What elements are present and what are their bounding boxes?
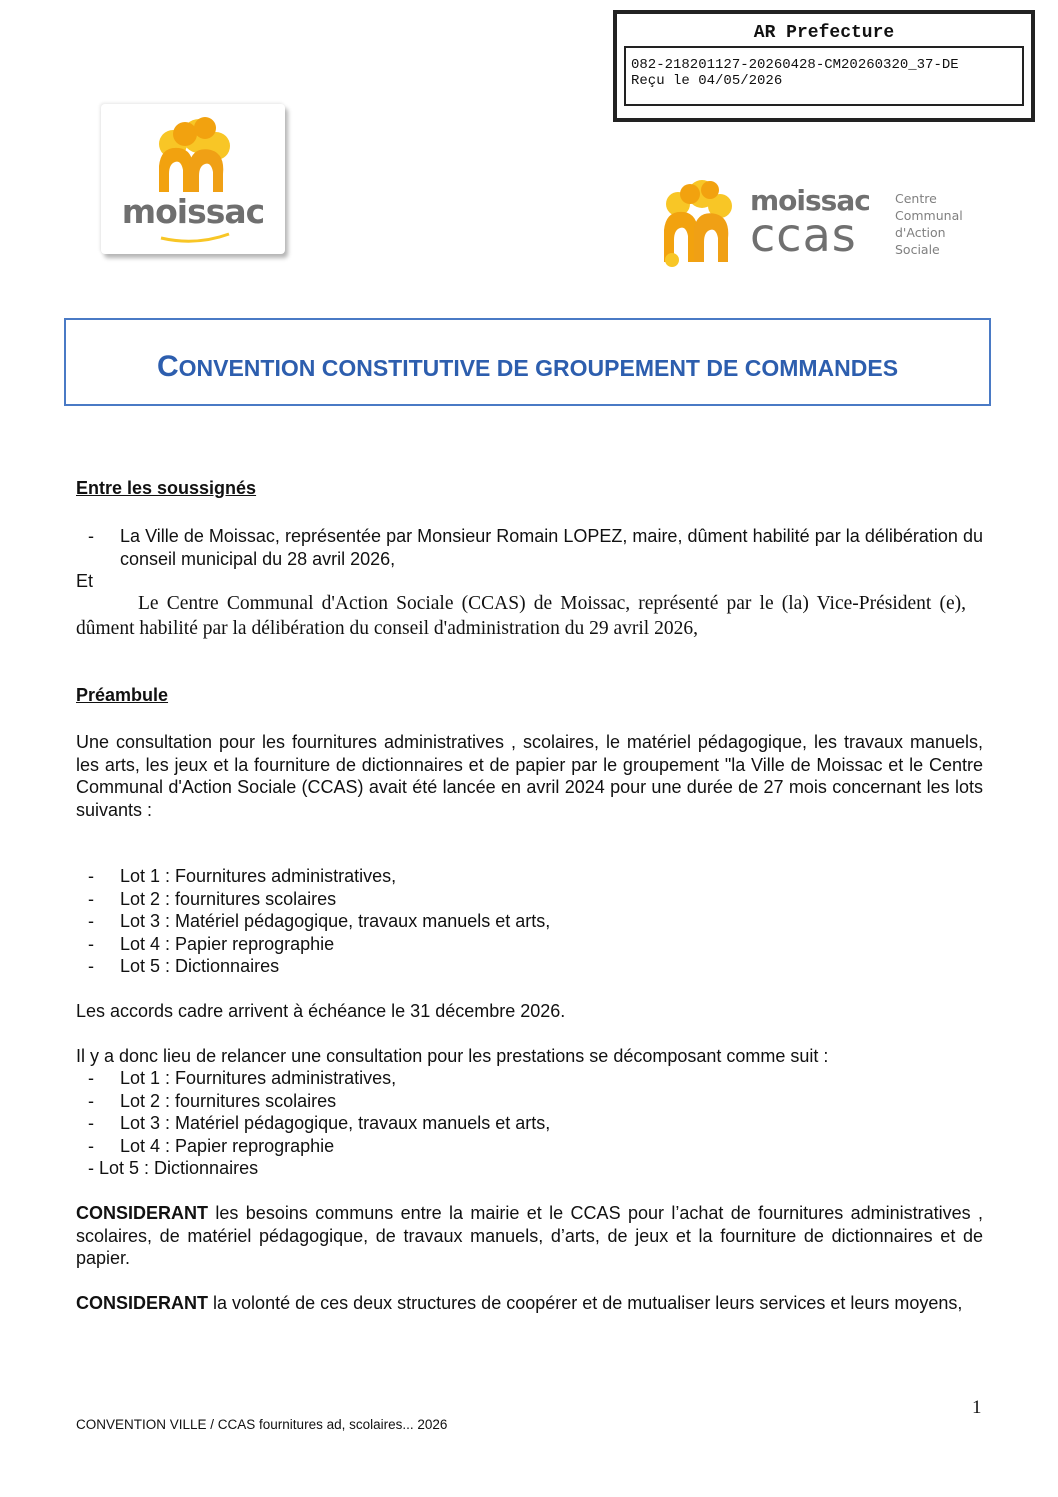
section-heading-soussignes: Entre les soussignés xyxy=(76,478,257,498)
title-initial: C xyxy=(156,350,179,383)
stamp-reference-box xyxy=(624,46,1024,106)
document-title xyxy=(66,350,989,384)
title-rest: ONVENTION CONSTITUTIVE DE GROUPEMENT DE COMMANDES xyxy=(178,355,899,381)
prefecture-stamp xyxy=(613,10,1035,122)
et-connector: Et xyxy=(76,571,94,591)
stamp-title: AR Prefecture xyxy=(753,23,895,43)
ccas-subtitle-line: Communal xyxy=(895,208,963,223)
ccas-subtitle-line: Sociale xyxy=(895,242,940,257)
page-number: 1 xyxy=(972,1397,982,1418)
considerant-keyword: CONSIDERANT xyxy=(76,1293,209,1313)
list-item: - Lot 5 : Dictionnaires xyxy=(88,1158,259,1178)
moissac-logo-icon xyxy=(101,104,285,254)
list-item: - Lot 3 : Matériel pédagogique, travaux manuels et arts, xyxy=(88,1113,551,1133)
list-item: - Lot 5 : Dictionnaires xyxy=(88,956,280,976)
ccas-logo xyxy=(658,180,978,270)
stamp-received-date: Reçu le 04/05/2026 xyxy=(631,73,783,89)
considerant-keyword: CONSIDERANT xyxy=(76,1203,209,1223)
considerant-text: les besoins communs entre la mairie et le CCAS pour l’achat de fournitures administratives , scolaires, de matériel pédagogique, de travaux manuels, d’arts, de jeux et la fourniture de dictionnaires et de papier. xyxy=(76,1203,983,1268)
list-item: - Lot 4 : Papier reprographie xyxy=(88,1135,335,1156)
moissac-logo xyxy=(101,104,285,254)
preambule-paragraph-3: Il y a donc lieu de relancer une consultation pour les prestations se décomposant comme suit : xyxy=(76,1046,829,1066)
party-ccas-text: Le Centre Communal d'Action Sociale (CCAS) de Moissac, représenté par le (la) Vice-Président (e), dûment habilité par la délibération du conseil d'administration du 29 avril 2026, xyxy=(76,593,966,639)
title-box xyxy=(64,318,991,406)
ccas-logo-icon xyxy=(658,180,748,270)
considerant-paragraph-1 xyxy=(76,1202,983,1270)
list-item: - Lot 1 : Fournitures administratives, xyxy=(88,866,397,886)
dash-bullet: - xyxy=(88,526,94,546)
ccas-logo-ccas: ccas xyxy=(750,208,857,262)
moissac-logo-text: moissac xyxy=(121,192,265,231)
list-item: - Lot 2 : fournitures scolaires xyxy=(88,1090,337,1111)
preambule-paragraph-2: Les accords cadre arrivent à échéance le 31 décembre 2026. xyxy=(76,1001,566,1021)
preambule-paragraph-1: Une consultation pour les fournitures administratives , scolaires, le matériel pédagogique, les travaux manuels, les arts, les jeux et la fourniture de dictionnaires et de papier par le groupement "la Ville de Moissac et le Centre Communal d'Action Sociale (CCAS) avait été lancée en avril 2024 pour une durée de 27 mois concernant les lots suivants : xyxy=(76,732,983,820)
ccas-logo-moissac: moissac xyxy=(750,184,870,217)
ccas-subtitle-line: d'Action xyxy=(895,225,946,240)
list-item: - Lot 2 : fournitures scolaires xyxy=(88,888,337,909)
party-ville-text: La Ville de Moissac, représentée par Monsieur Romain LOPEZ, maire, dûment habilité par la délibération du conseil municipal du 28 avril 2026, xyxy=(120,526,983,569)
list-item: - Lot 1 : Fournitures administratives, xyxy=(88,1068,397,1088)
ccas-subtitle-line: Centre xyxy=(895,191,937,206)
ccas-logo-subtitle xyxy=(895,190,963,258)
stamp-reference: 082-218201127-20260428-CM20260320_37-DE xyxy=(631,57,959,73)
list-item: - Lot 3 : Matériel pédagogique, travaux manuels et arts, xyxy=(88,911,551,931)
list-item: - Lot 4 : Papier reprographie xyxy=(88,933,335,954)
considerant-paragraph-2 xyxy=(76,1292,983,1315)
page-footer: CONVENTION VILLE / CCAS fournitures ad, scolaires... 2026 xyxy=(76,1417,448,1432)
considerant-text: la volonté de ces deux structures de coopérer et de mutualiser leurs services et leurs moyens, xyxy=(213,1293,963,1313)
section-heading-preambule: Préambule xyxy=(76,685,169,705)
